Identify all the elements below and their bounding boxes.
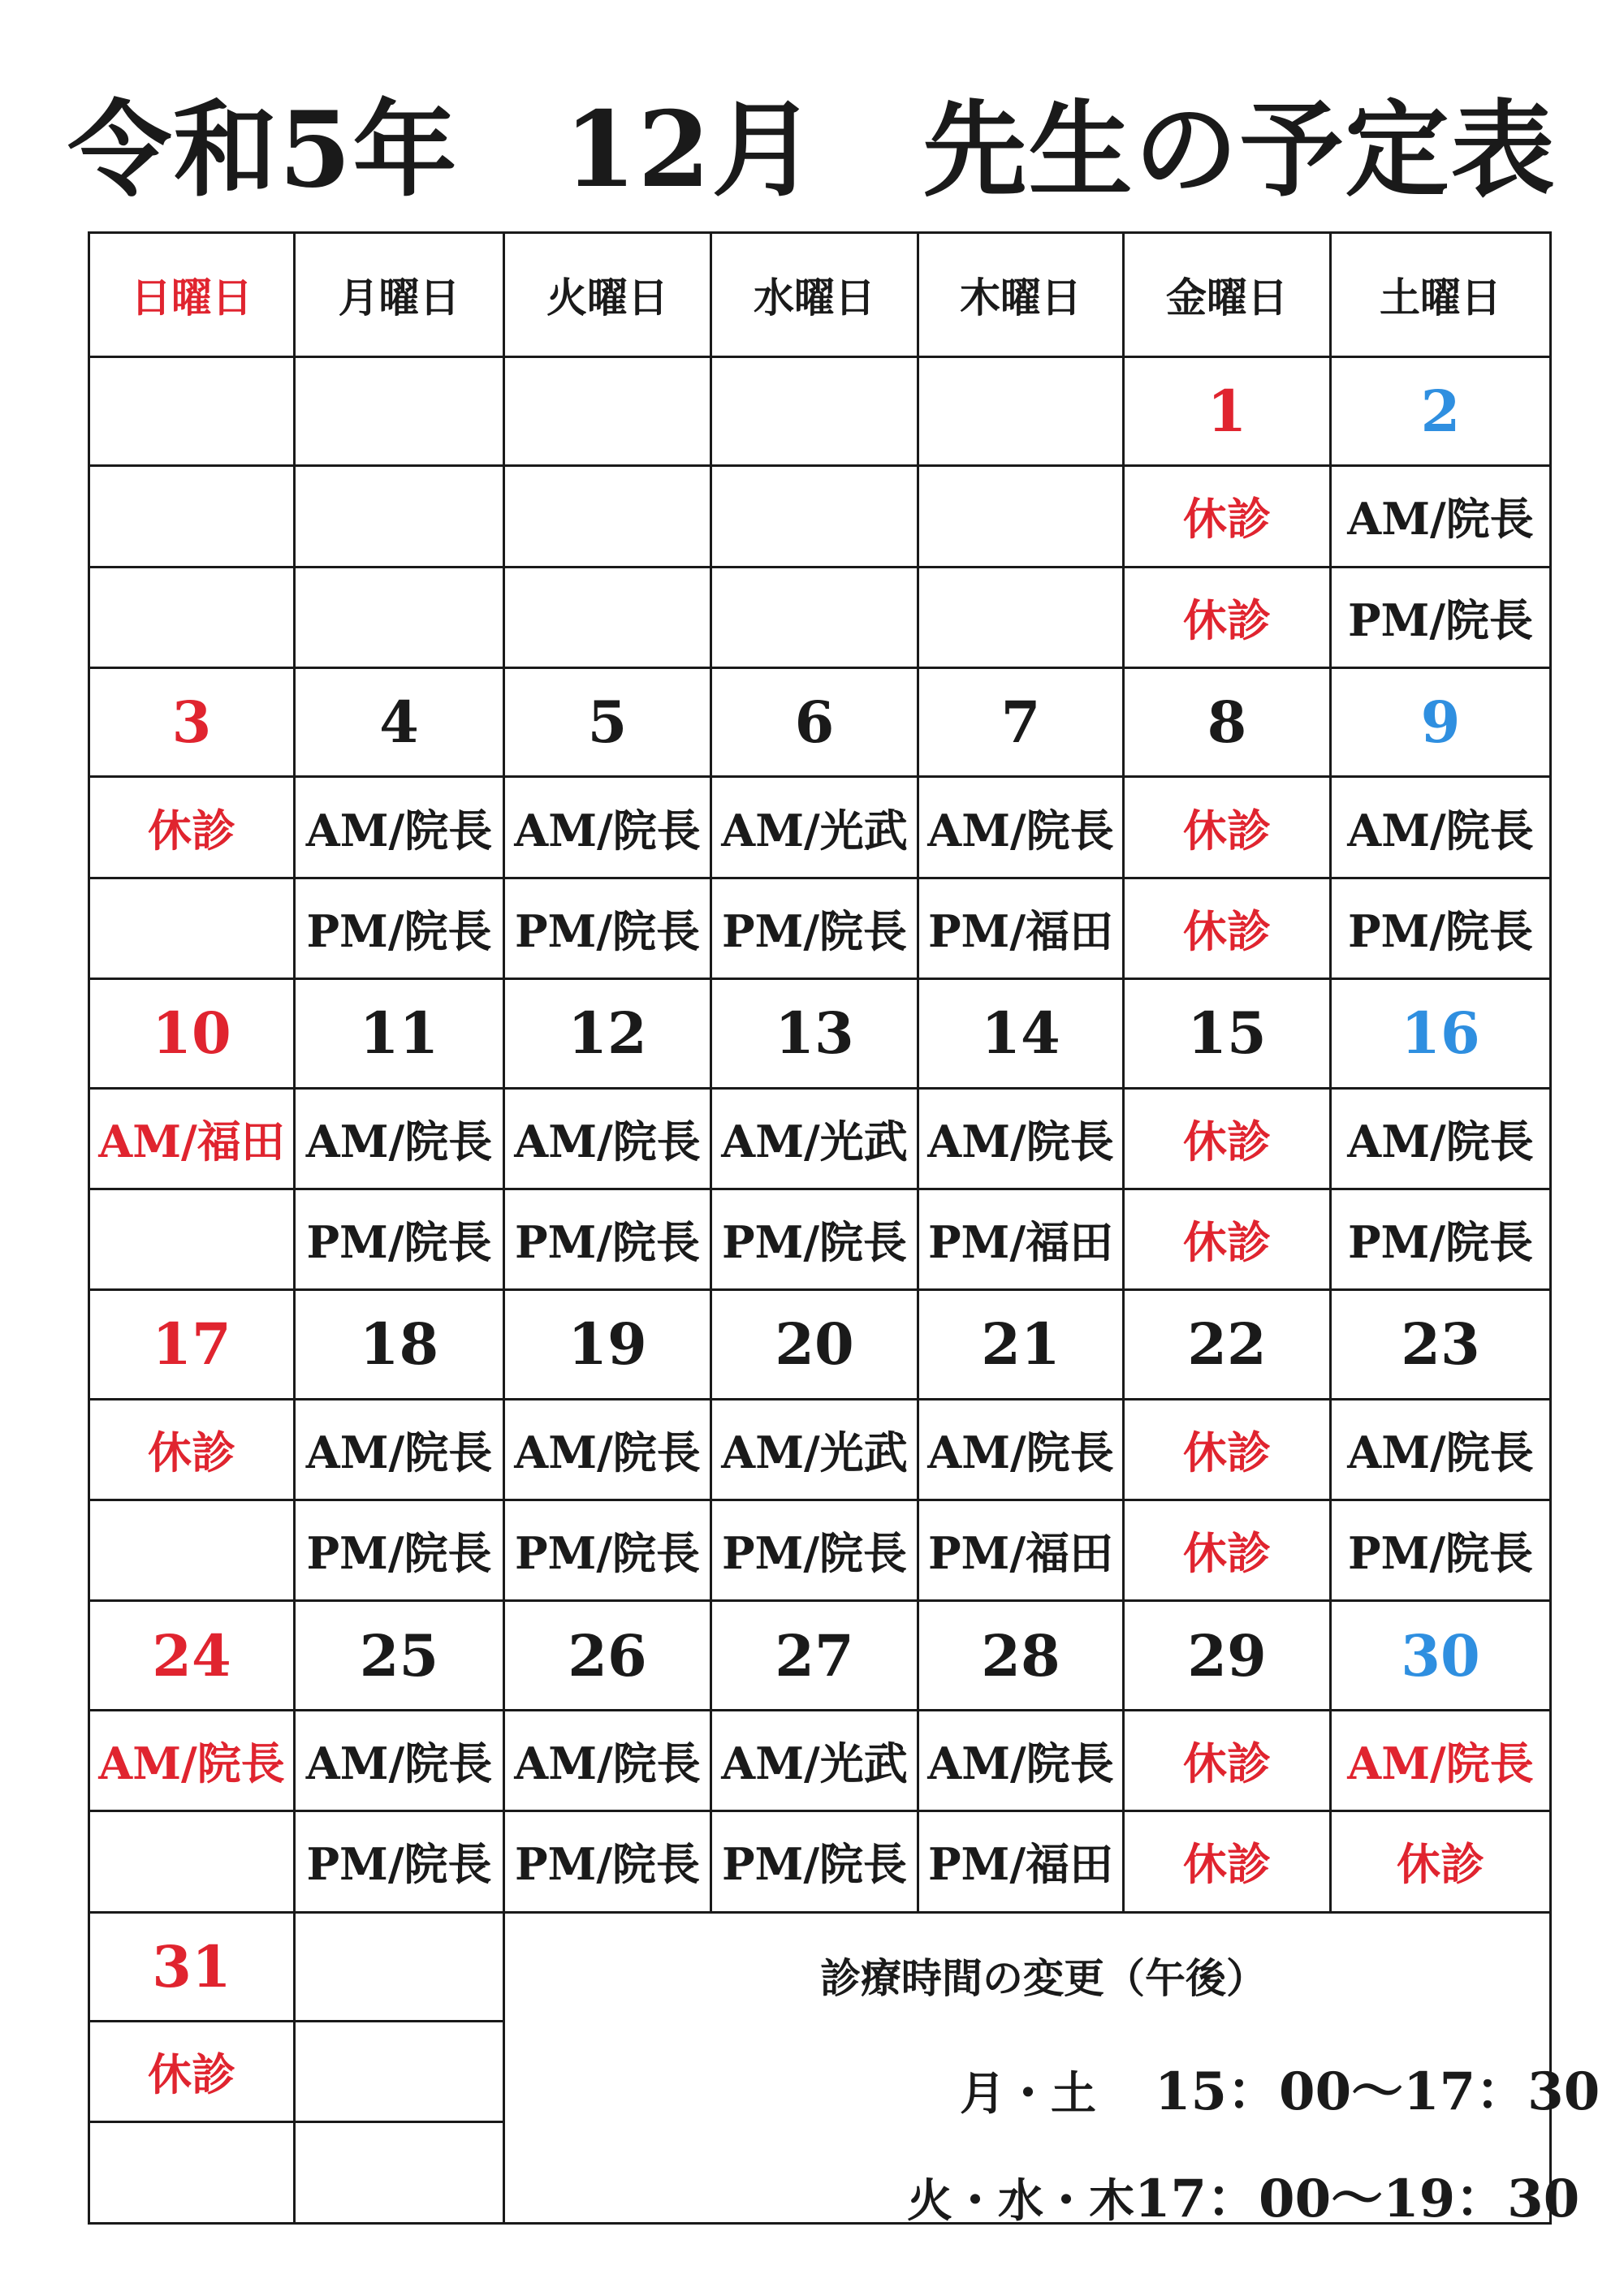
date-cell: 8 bbox=[1124, 667, 1331, 776]
pm-slot-cell: PM/院長 bbox=[711, 878, 918, 978]
am-slot-cell: AM/光武 bbox=[711, 777, 918, 878]
date-cell: 21 bbox=[918, 1290, 1124, 1399]
date-row bbox=[89, 667, 1551, 776]
empty-cell bbox=[295, 2022, 504, 2122]
pm-slot-row bbox=[89, 1500, 1551, 1601]
pm-slot-cell bbox=[89, 2122, 295, 2224]
am-slot-cell: AM/院長 bbox=[1331, 777, 1551, 878]
am-slot-cell: 休診 bbox=[89, 2022, 295, 2122]
date-cell: 6 bbox=[711, 667, 918, 776]
pm-slot-cell: PM/院長 bbox=[504, 878, 711, 978]
hours-line-1-days: 月・土 bbox=[960, 2066, 1096, 2121]
date-cell: 18 bbox=[295, 1290, 504, 1399]
pm-slot-cell: 休診 bbox=[1331, 1811, 1551, 1912]
pm-slot-cell: PM/福田 bbox=[918, 1500, 1124, 1601]
am-slot-cell: AM/光武 bbox=[711, 1710, 918, 1810]
pm-slot-cell: PM/院長 bbox=[504, 1189, 711, 1289]
date-cell: 3 bbox=[89, 667, 295, 776]
date-cell: 19 bbox=[504, 1290, 711, 1399]
pm-slot-cell: PM/院長 bbox=[711, 1811, 918, 1912]
hours-change-panel bbox=[504, 1912, 1600, 2229]
weekday-header-cell: 火曜日 bbox=[504, 233, 711, 357]
am-slot-cell: 休診 bbox=[1124, 1710, 1331, 1810]
am-slot-row bbox=[89, 777, 1551, 878]
date-cell: 22 bbox=[1124, 1290, 1331, 1399]
date-cell: 31 bbox=[89, 1912, 295, 2021]
hours-line-1-time: 15：00～17：30 bbox=[1155, 2061, 1600, 2122]
date-cell: 30 bbox=[1331, 1601, 1551, 1710]
hours-line-2 bbox=[907, 2157, 1579, 2232]
am-slot-cell: AM/院長 bbox=[1331, 1088, 1551, 1189]
pm-slot-cell bbox=[918, 567, 1124, 667]
date-cell: 9 bbox=[1331, 667, 1551, 776]
date-cell: 2 bbox=[1331, 356, 1551, 465]
weekday-header-cell: 日曜日 bbox=[89, 233, 295, 357]
am-slot-cell: AM/院長 bbox=[504, 777, 711, 878]
date-row bbox=[89, 1290, 1551, 1399]
date-cell: 23 bbox=[1331, 1290, 1551, 1399]
date-row bbox=[89, 1601, 1551, 1710]
am-slot-cell: AM/院長 bbox=[1331, 1710, 1551, 1810]
date-cell: 25 bbox=[295, 1601, 504, 1710]
am-slot-cell: 休診 bbox=[89, 777, 295, 878]
hours-line-2-days: 火・水・木 bbox=[907, 2173, 1134, 2228]
weekday-header-cell: 月曜日 bbox=[295, 233, 504, 357]
am-slot-cell: AM/院長 bbox=[89, 1710, 295, 1810]
pm-slot-cell bbox=[711, 567, 918, 667]
pm-slot-cell bbox=[89, 1500, 295, 1601]
am-slot-cell bbox=[504, 466, 711, 567]
date-cell: 7 bbox=[918, 667, 1124, 776]
pm-slot-cell: 休診 bbox=[1124, 1500, 1331, 1601]
pm-slot-cell: 休診 bbox=[1124, 1189, 1331, 1289]
pm-slot-cell: PM/院長 bbox=[711, 1189, 918, 1289]
am-slot-cell bbox=[295, 466, 504, 567]
am-slot-cell bbox=[711, 466, 918, 567]
pm-slot-row bbox=[89, 567, 1551, 667]
pm-slot-cell: PM/福田 bbox=[918, 1189, 1124, 1289]
date-cell: 1 bbox=[1124, 356, 1331, 465]
date-cell: 11 bbox=[295, 979, 504, 1088]
am-slot-cell: AM/院長 bbox=[918, 777, 1124, 878]
pm-slot-cell: PM/福田 bbox=[918, 1811, 1124, 1912]
date-cell: 28 bbox=[918, 1601, 1124, 1710]
am-slot-cell: AM/福田 bbox=[89, 1088, 295, 1189]
date-cell: 4 bbox=[295, 667, 504, 776]
pm-slot-cell: PM/院長 bbox=[295, 1500, 504, 1601]
date-cell: 12 bbox=[504, 979, 711, 1088]
am-slot-row bbox=[89, 1710, 1551, 1810]
pm-slot-row bbox=[89, 1811, 1551, 1912]
date-cell: 17 bbox=[89, 1290, 295, 1399]
weekday-header-cell: 水曜日 bbox=[711, 233, 918, 357]
pm-slot-cell bbox=[89, 567, 295, 667]
date-cell bbox=[711, 356, 918, 465]
am-slot-cell bbox=[89, 466, 295, 567]
date-cell: 10 bbox=[89, 979, 295, 1088]
page-title: 令和5年 12月 先生の予定表 bbox=[67, 89, 1557, 211]
weekday-header-cell: 金曜日 bbox=[1124, 233, 1331, 357]
date-cell bbox=[504, 356, 711, 465]
date-cell: 27 bbox=[711, 1601, 918, 1710]
date-cell: 26 bbox=[504, 1601, 711, 1710]
am-slot-cell: AM/院長 bbox=[504, 1710, 711, 1810]
am-slot-cell: AM/院長 bbox=[295, 1399, 504, 1500]
pm-slot-cell bbox=[89, 1811, 295, 1912]
date-cell: 29 bbox=[1124, 1601, 1331, 1710]
date-cell: 16 bbox=[1331, 979, 1551, 1088]
pm-slot-cell: PM/院長 bbox=[295, 1189, 504, 1289]
date-cell: 14 bbox=[918, 979, 1124, 1088]
date-cell: 24 bbox=[89, 1601, 295, 1710]
empty-cell bbox=[295, 1912, 504, 2021]
date-row bbox=[89, 356, 1551, 465]
am-slot-cell: 休診 bbox=[1124, 466, 1331, 567]
pm-slot-cell: PM/院長 bbox=[504, 1811, 711, 1912]
date-cell bbox=[918, 356, 1124, 465]
am-slot-cell: AM/院長 bbox=[295, 1710, 504, 1810]
am-slot-cell: 休診 bbox=[1124, 1088, 1331, 1189]
am-slot-cell: AM/院長 bbox=[1331, 1399, 1551, 1500]
am-slot-cell bbox=[918, 466, 1124, 567]
pm-slot-cell: PM/院長 bbox=[295, 878, 504, 978]
date-cell: 13 bbox=[711, 979, 918, 1088]
pm-slot-cell: PM/院長 bbox=[1331, 1189, 1551, 1289]
date-cell bbox=[89, 356, 295, 465]
weekday-header-cell: 木曜日 bbox=[918, 233, 1124, 357]
date-cell: 5 bbox=[504, 667, 711, 776]
pm-slot-cell: PM/院長 bbox=[295, 1811, 504, 1912]
pm-slot-cell bbox=[89, 878, 295, 978]
am-slot-cell: 休診 bbox=[89, 1399, 295, 1500]
pm-slot-cell: PM/院長 bbox=[711, 1500, 918, 1601]
am-slot-cell: AM/院長 bbox=[918, 1399, 1124, 1500]
am-slot-cell: 休診 bbox=[1124, 1399, 1331, 1500]
hours-line-1 bbox=[927, 2050, 1600, 2125]
schedule-calendar bbox=[88, 231, 1600, 2229]
am-slot-cell: AM/院長 bbox=[504, 1399, 711, 1500]
am-slot-cell: AM/光武 bbox=[711, 1399, 918, 1500]
pm-slot-cell: 休診 bbox=[1124, 878, 1331, 978]
am-slot-row bbox=[89, 1399, 1551, 1500]
hours-line-2-time: 17：00～19：30 bbox=[1134, 2168, 1580, 2229]
weekday-header-row bbox=[89, 233, 1551, 357]
am-slot-cell: AM/院長 bbox=[295, 777, 504, 878]
pm-slot-row bbox=[89, 1189, 1551, 1289]
hours-change-title: 診療時間の変更（午後） bbox=[820, 1953, 1267, 2002]
am-slot-row bbox=[89, 1088, 1551, 1189]
pm-slot-cell: 休診 bbox=[1124, 567, 1331, 667]
pm-slot-cell: PM/院長 bbox=[1331, 567, 1551, 667]
am-slot-cell: AM/院長 bbox=[918, 1088, 1124, 1189]
pm-slot-cell: PM/院長 bbox=[1331, 878, 1551, 978]
pm-slot-cell bbox=[504, 567, 711, 667]
pm-slot-cell bbox=[295, 567, 504, 667]
am-slot-cell: AM/院長 bbox=[504, 1088, 711, 1189]
pm-slot-cell: PM/院長 bbox=[1331, 1500, 1551, 1601]
am-slot-cell: AM/院長 bbox=[295, 1088, 504, 1189]
empty-cell bbox=[295, 2122, 504, 2224]
weekday-header-cell: 土曜日 bbox=[1331, 233, 1551, 357]
pm-slot-cell: PM/福田 bbox=[918, 878, 1124, 978]
date-row bbox=[89, 1912, 1551, 2021]
pm-slot-row bbox=[89, 878, 1551, 978]
date-cell: 15 bbox=[1124, 979, 1331, 1088]
pm-slot-cell: PM/院長 bbox=[504, 1500, 711, 1601]
am-slot-cell: AM/光武 bbox=[711, 1088, 918, 1189]
date-cell bbox=[295, 356, 504, 465]
pm-slot-cell: 休診 bbox=[1124, 1811, 1331, 1912]
pm-slot-cell bbox=[89, 1189, 295, 1289]
am-slot-row bbox=[89, 466, 1551, 567]
am-slot-cell: 休診 bbox=[1124, 777, 1331, 878]
am-slot-cell: AM/院長 bbox=[918, 1710, 1124, 1810]
date-row bbox=[89, 979, 1551, 1088]
date-cell: 20 bbox=[711, 1290, 918, 1399]
am-slot-cell: AM/院長 bbox=[1331, 466, 1551, 567]
